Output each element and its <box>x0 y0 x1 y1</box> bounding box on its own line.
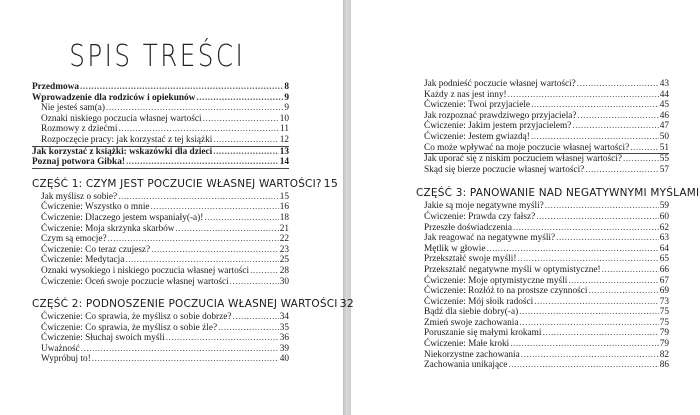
toc-section-heading[interactable]: CZĘŚĆ 1: CZYM JEST POCZUCIE WŁASNEJ WARTOŚCI? 15 <box>32 176 339 190</box>
toc-title <box>70 36 245 76</box>
toc-entry[interactable]: Jak reagować na negatywne myśli? ..... 63 <box>424 233 669 244</box>
toc-entry[interactable]: Ćwiczenie: Co sprawia, że myślisz o sobie dobrze? ..... 34 <box>32 312 289 323</box>
toc-section-heading[interactable]: CZĘŚĆ 3: PANOWANIE NAD NEGATYWNYMI MYŚLAMI <box>416 187 700 200</box>
toc-entry[interactable]: Niekorzystne zachowania ..... 82 <box>424 350 669 361</box>
toc-entry[interactable]: Ćwiczenie: Moje optymistyczne myśli ..... 67 <box>424 276 669 287</box>
toc-entry[interactable]: Ćwiczenie: Małe kroki ..... 79 <box>424 339 669 350</box>
toc-entry[interactable]: Poznaj potwora Gibka! ..... 14 <box>32 157 289 169</box>
toc-entry[interactable]: Ćwiczenie: Twoi przyjaciele ..... 45 <box>424 100 669 111</box>
toc-entry[interactable]: Czym są emocje? ..... 22 <box>32 234 289 245</box>
toc-entry[interactable]: Jak rozpoznać prawdziwego przyjaciela? ..... 46 <box>424 111 669 122</box>
toc-entry[interactable]: Ćwiczenie: Moja skrzynka skarbów ..... 21 <box>32 224 289 235</box>
toc-entry[interactable]: Jak korzystać z książki: wskazówki dla dzieci ..... 13 <box>32 147 289 158</box>
toc-entry[interactable]: Przedmowa ..... 8 <box>32 82 289 93</box>
toc-entry[interactable]: Mętlik w głowie ..... 64 <box>424 244 669 255</box>
toc-entry[interactable]: Każdy z nas jest inny! ..... 44 <box>424 90 669 101</box>
toc-entry[interactable]: Wprowadzenie dla rodziców i opiekunów ..... 9 <box>32 93 289 104</box>
toc-entry[interactable]: Wypróbuj to! ..... 40 <box>32 354 289 365</box>
toc-entry[interactable]: Rozpoczęcie pracy: jak korzystać z tej książki ..... 12 <box>32 135 289 147</box>
toc-entry[interactable]: Zmień swoje zachowania ..... 75 <box>424 318 669 329</box>
toc-entry[interactable]: Ćwiczenie: Wszystko o mnie ..... 16 <box>32 202 289 213</box>
toc-entry[interactable]: Ćwiczenie: Co teraz czujesz? ..... 23 <box>32 245 289 256</box>
toc-entry[interactable]: Nie jesteś sam(a) ..... 9 <box>32 103 289 114</box>
toc-entry[interactable]: Ćwiczenie: Słuchaj swoich myśli ..... 36 <box>32 333 289 344</box>
page-title: SPIS TREŚCI <box>69 38 246 74</box>
right-toc <box>416 79 700 371</box>
toc-entry[interactable]: Rozmowy z dziećmi ..... 11 <box>32 124 289 135</box>
toc-entry[interactable]: Ćwiczenie: Prawda czy fałsz? ..... 60 <box>424 212 669 223</box>
toc-entry[interactable]: Jak podnieść poczucie własnej wartości? ..... 43 <box>424 79 669 90</box>
toc-entry[interactable]: Uważność ..... 39 <box>32 344 289 355</box>
toc-entry[interactable]: Ćwiczenie: Mój słoik radości ..... 73 <box>424 297 669 308</box>
toc-entry[interactable]: Ćwiczenie: Dlaczego jestem wspaniały(-a)! ..... 18 <box>32 213 289 224</box>
toc-section-heading[interactable]: CZĘŚĆ 2: PODNOSZENIE POCZUCIA WŁASNEJ WARTOŚCI 32 <box>32 297 354 311</box>
toc-entry[interactable]: Jak myślisz o sobie? ..... 15 <box>32 192 289 203</box>
page-gutter <box>343 0 351 415</box>
toc-entry[interactable]: Jakie są moje negatywne myśli? ..... 59 <box>424 201 669 212</box>
toc-entry[interactable]: Oznaki niskiego poczucia własnej wartości ..... 10 <box>32 114 289 125</box>
toc-entry[interactable]: Przeszłe doświadczenia ..... 62 <box>424 223 669 234</box>
toc-entry[interactable]: Przekształć swoje myśli! ..... 65 <box>424 254 669 265</box>
toc-entry[interactable]: Oznaki wysokiego i niskiego poczucia własnej wartości ..... 28 <box>32 266 289 277</box>
toc-entry[interactable]: Co może wpływać na moje poczucie własnej wartości? ..... 51 <box>424 143 669 155</box>
toc-entry[interactable]: Ćwiczenie: Medytacja ..... 25 <box>32 255 289 266</box>
toc-entry[interactable]: Poruszanie się małymi krokami ..... 79 <box>424 328 669 339</box>
toc-entry[interactable]: Skąd się bierze poczucie własnej wartości? ..... 57 <box>424 165 669 176</box>
toc-entry[interactable]: Ćwiczenie: Jakim jestem przyjacielem? ..... 47 <box>424 121 669 132</box>
toc-entry[interactable]: Jak uporać się z niskim poczuciem własnej wartości? ..... 55 <box>424 154 669 165</box>
toc-entry[interactable]: Ćwiczenie: Jestem gwiazdą! ..... 50 <box>424 132 669 143</box>
toc-entry[interactable]: Bądź dla siebie dobry(-a) ..... 75 <box>424 307 669 318</box>
toc-entry[interactable]: Przekształć negatywne myśli w optymistyczne! ..... 66 <box>424 265 669 276</box>
left-toc <box>32 82 354 365</box>
toc-entry[interactable]: Ćwiczenie: Co sprawia, że myślisz o sobie źle? ..... 35 <box>32 323 289 334</box>
toc-entry[interactable]: Zachowania unikające ..... 86 <box>424 360 669 371</box>
toc-entry[interactable]: Ćwiczenie: Rozłóż to na prostsze czynności ..... 69 <box>424 286 669 297</box>
toc-entry[interactable]: Ćwiczenie: Oceń swoje poczucie własnej wartości ..... 30 <box>32 277 289 288</box>
